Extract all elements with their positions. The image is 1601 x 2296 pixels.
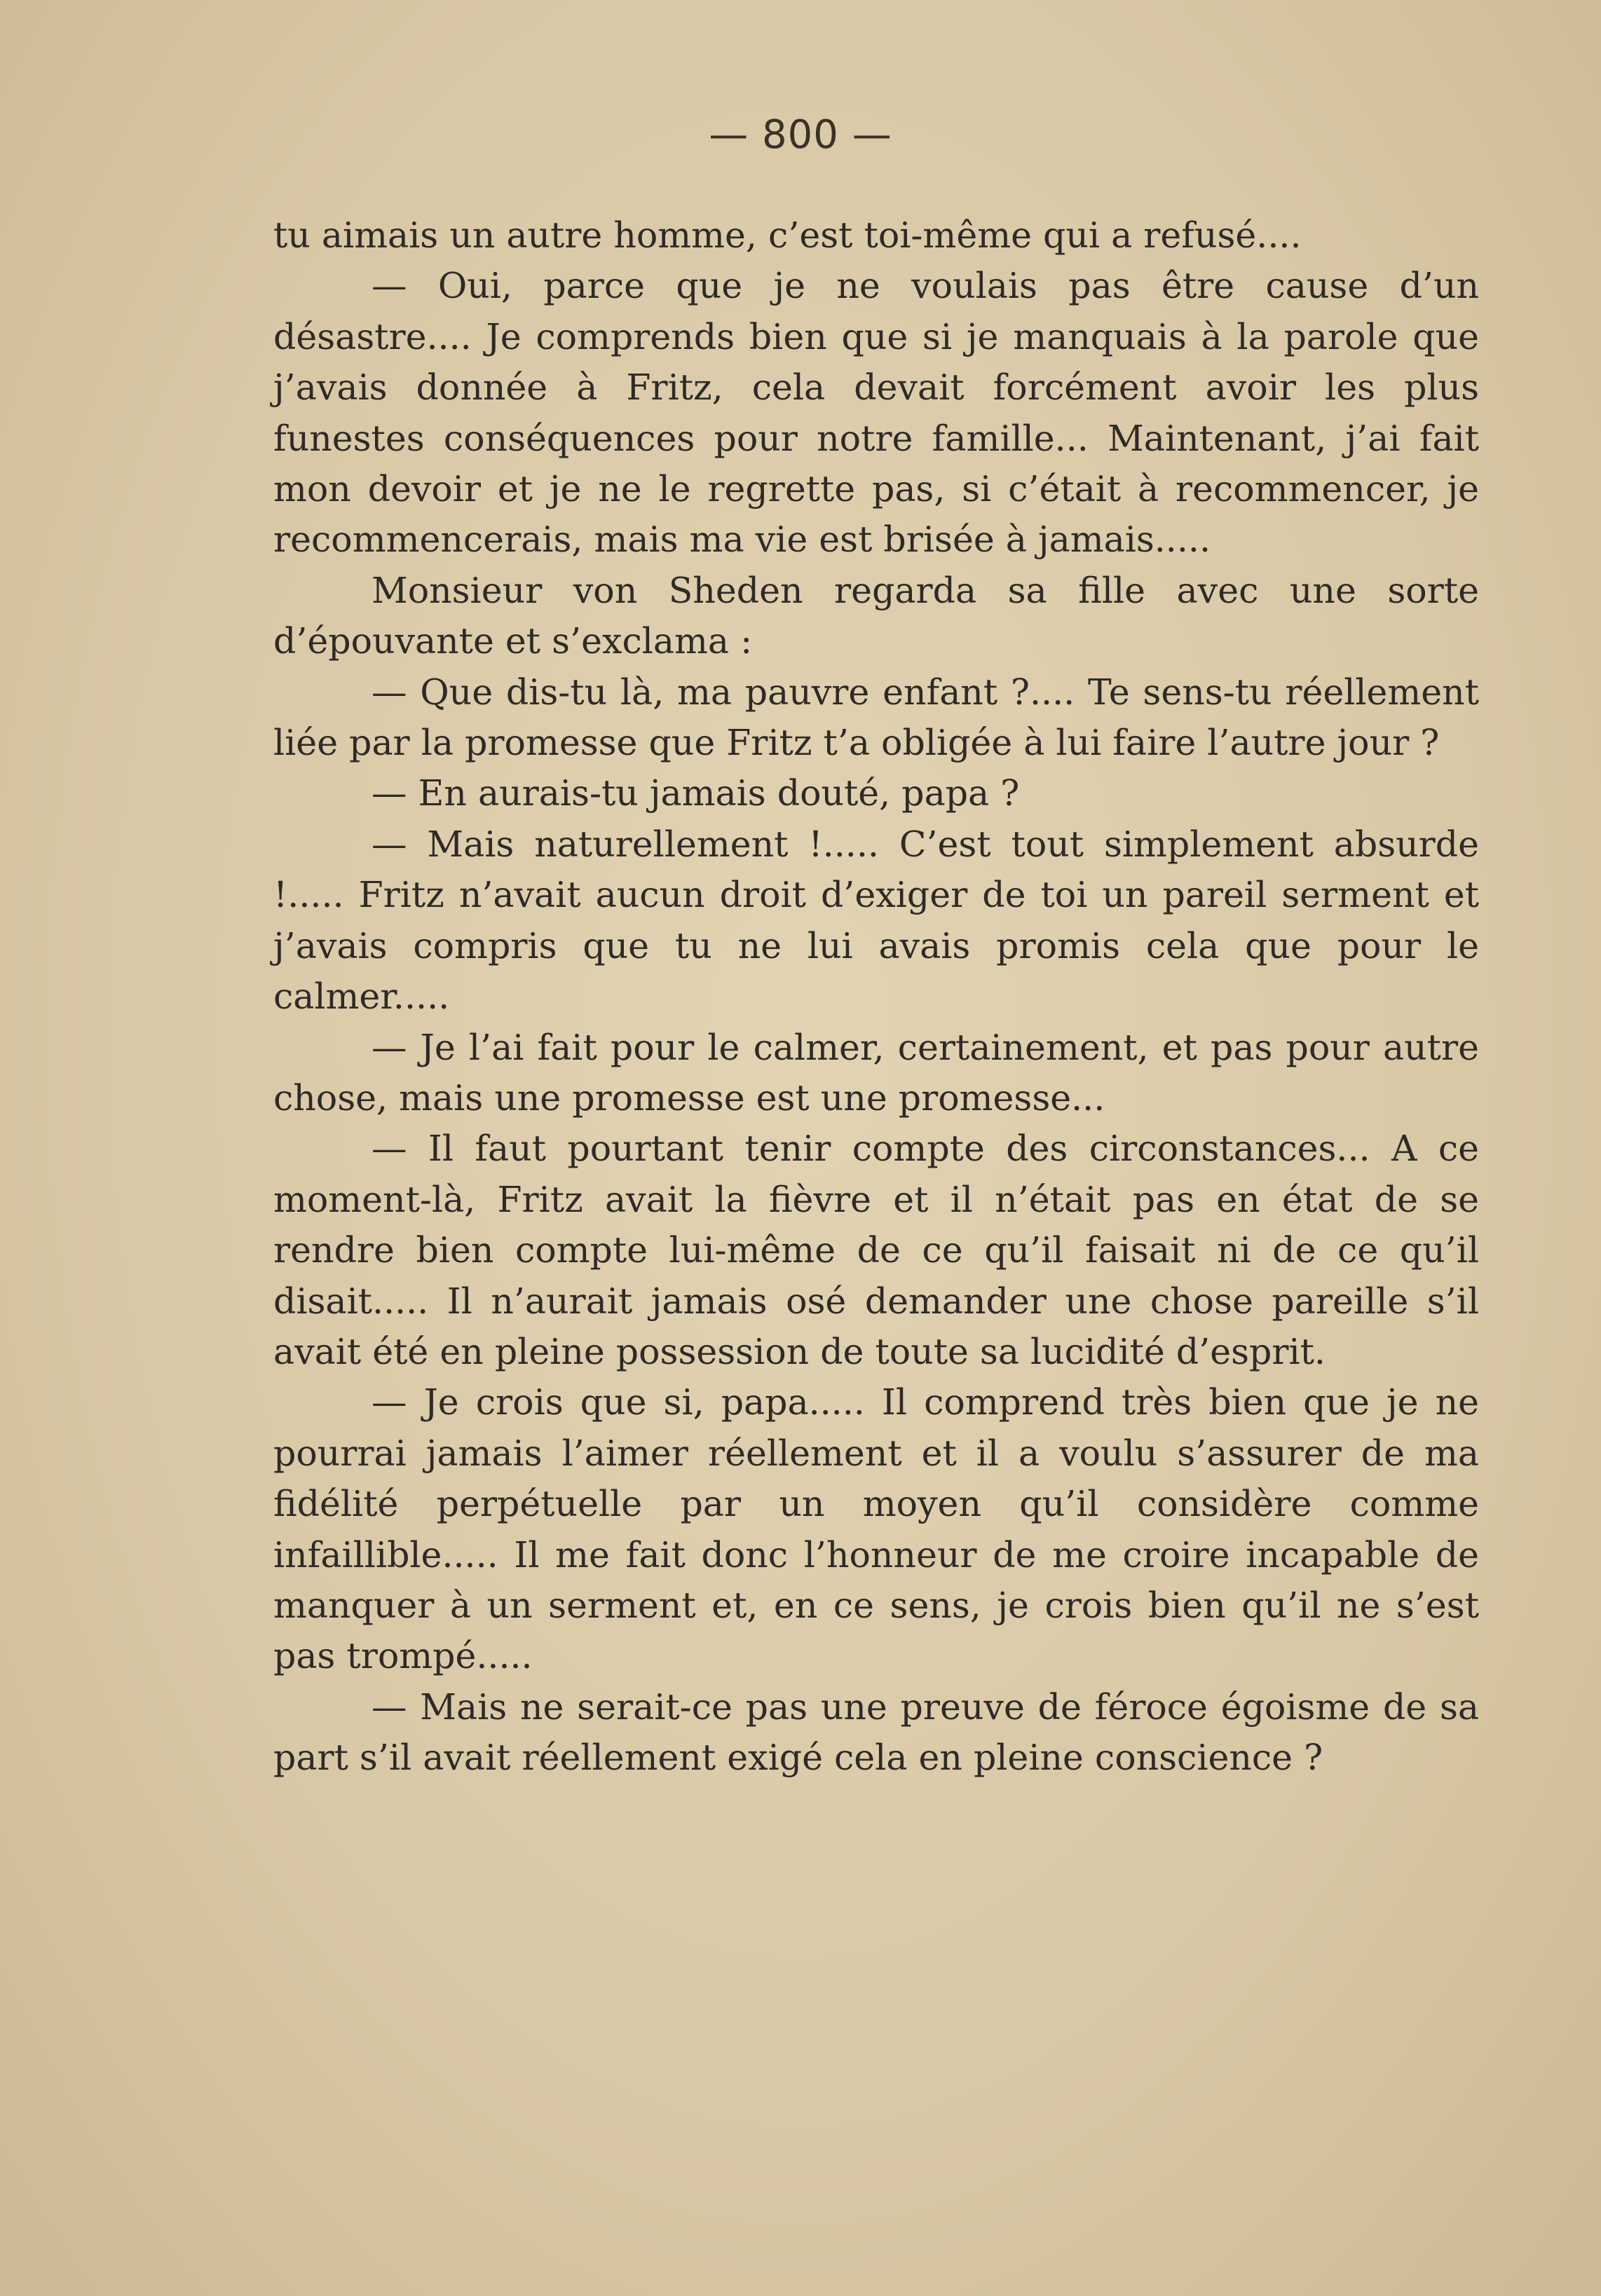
body-text — [273, 210, 1479, 1784]
paragraph: — Il faut pourtant tenir compte des circonstances... A ce moment-là, Fritz avait la fièvre et il n’était pas en état de se rendre bien compte lui-même de ce qu’il faisait ni de ce qu’il disait..... Il n’aurait jamais osé demander une chose pareille s’il avait été en pleine possession de toute sa lucidité d’esprit. — [273, 1128, 1479, 1372]
paragraph: — Je l’ai fait pour le calmer, certainement, et pas pour autre chose, mais une promesse est une promesse... — [273, 1026, 1479, 1119]
paragraph: Monsieur von Sheden regarda sa fille avec une sorte d’épouvante et s’exclama : — [273, 569, 1479, 662]
paragraph: — Je crois que si, papa..... Il comprend très bien que je ne pourrai jamais l’aimer réellement et il a voulu s’assurer de ma fidélité perpétuelle par un moyen qu’il considère comme infaillible..... Il me fait donc l’honneur de me croire incapable de manquer à un serment et, en ce sens, je crois bien qu’il ne s’est pas trompé..... — [273, 1381, 1479, 1677]
paragraph: — Oui, parce que je ne voulais pas être cause d’un désastre.... Je comprends bien que si je manquais à la parole que j’avais donnée à Fritz, cela devait forcément avoir les plus funestes conséquences pour notre famille... Maintenant, j’ai fait mon devoir et je ne le regrette pas, si c’était à recommencer, je recommencerais, mais ma vie est brisée à jamais..... — [273, 265, 1479, 561]
paragraph: tu aimais un autre homme, c’est toi-même qui a refusé.... — [273, 214, 1302, 256]
page-number: — 800 — — [709, 112, 892, 158]
paragraph: — Mais naturellement !..... C’est tout simplement absurde !..... Fritz n’avait aucun droit d’exiger de toi un pareil serment et j’avais compris que tu ne lui avais promis cela que pour le calmer..... — [273, 823, 1479, 1018]
paragraph: — Mais ne serait-ce pas une preuve de féroce égoisme de sa part s’il avait réellement exigé cela en pleine conscience ? — [273, 1686, 1479, 1779]
paragraph: — En aurais-tu jamais douté, papa ? — [372, 772, 1020, 814]
paragraph: — Que dis-tu là, ma pauvre enfant ?.... Te sens-tu réellement liée par la promesse que Fritz t’a obligée à lui faire l’autre jour ? — [273, 671, 1479, 764]
